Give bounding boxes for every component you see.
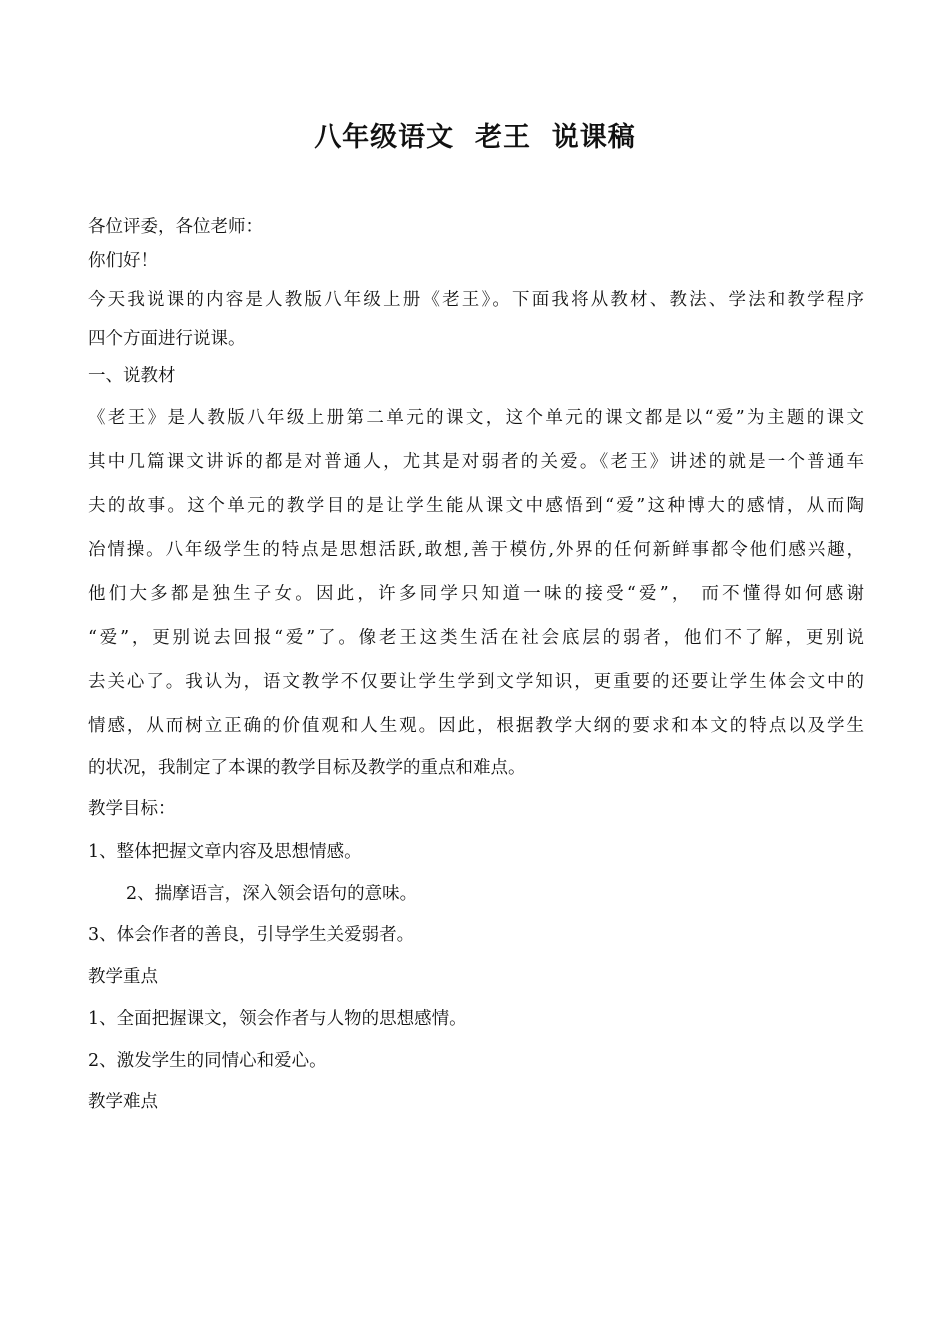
paragraph-line: 他们大多都是独生子女。因此，许多同学只知道一味的接受“爱”， 而不懂得如何感谢 (88, 584, 864, 604)
paragraph-line: “爱”，更别说去回报“爱”了。像老王这类生活在社会底层的弱者，他们不了解，更别说 (88, 628, 864, 648)
hello-line: 你们好！ (88, 251, 158, 271)
key-points-heading: 教学重点 (88, 967, 158, 987)
paragraph-line: 去关心了。我认为，语文教学不仅要让学生学到文学知识，更重要的还要让学生体会文中的 (88, 672, 864, 692)
key-point-item: 2、激发学生的同情心和爱心。 (88, 1051, 327, 1071)
paragraph-line: 冶情操。八年级学生的特点是思想活跃,敢想,善于模仿,外界的任何新鲜事都令他们感兴趣， (88, 540, 864, 560)
key-point-item: 1、全面把握课文，领会作者与人物的思想感情。 (88, 1009, 467, 1029)
paragraph-line: 情感，从而树立正确的价值观和人生观。因此，根据教学大纲的要求和本文的特点以及学生 (88, 716, 864, 736)
paragraph-line: 夫的故事。这个单元的教学目的是让学生能从课文中感悟到“爱”这种博大的感情，从而陶 (88, 496, 864, 516)
paragraph-line: 今天我说课的内容是人教版八年级上册《老王》。下面我将从教材、教法、学法和教学程序 (88, 290, 864, 310)
objective-item: 2、揣摩语言，深入领会语句的意味。 (126, 884, 418, 904)
paragraph-line: 其中几篇课文讲诉的都是对普通人，尤其是对弱者的关爱。《老王》讲述的就是一个普通车 (88, 452, 864, 472)
section-heading-teaching-material: 一、说教材 (88, 366, 176, 386)
greeting-line: 各位评委，各位老师： (88, 217, 263, 237)
paragraph-line: 四个方面进行说课。 (88, 329, 246, 349)
objectives-heading: 教学目标： (88, 799, 176, 819)
objective-item: 3、体会作者的善良，引导学生关爱弱者。 (88, 925, 415, 945)
document-title: 八年级语文 老王 说课稿 (314, 122, 636, 153)
document-body (88, 210, 864, 1122)
teaching-material-paragraph (88, 396, 864, 788)
paragraph-line: 的状况，我制定了本课的教学目标及教学的重点和难点。 (88, 758, 526, 778)
difficulties-heading: 教学难点 (88, 1092, 158, 1112)
paragraph-line: 《老王》是人教版八年级上册第二单元的课文，这个单元的课文都是以“爱”为主题的课文 (88, 408, 864, 428)
intro-paragraph (88, 278, 864, 356)
objective-item: 1、整体把握文章内容及思想情感。 (88, 842, 362, 862)
